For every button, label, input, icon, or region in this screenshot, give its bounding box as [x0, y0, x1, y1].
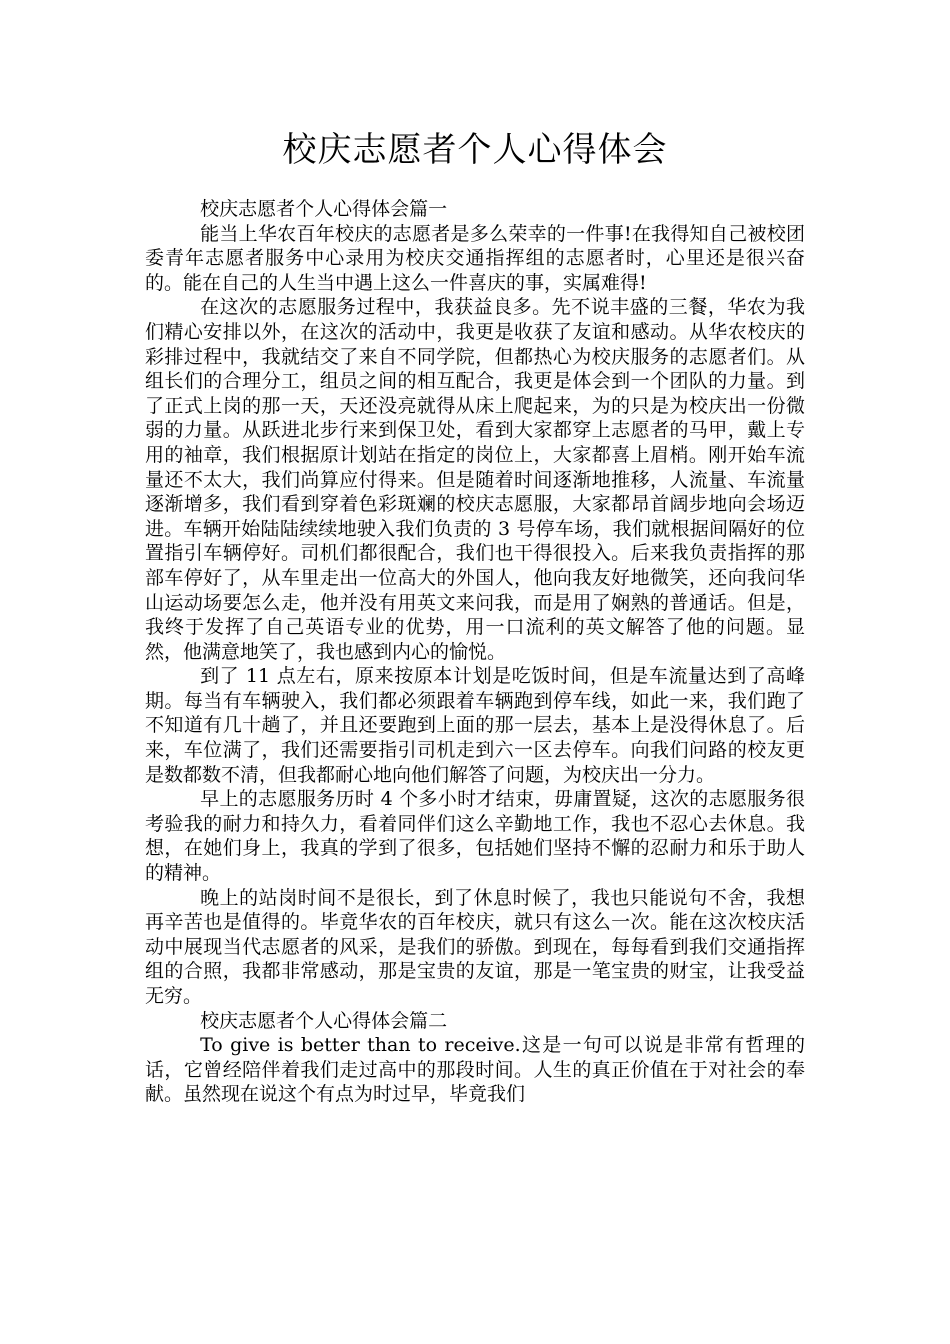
- body-paragraph: 早上的志愿服务历时 4 个多小时才结束，毋庸置疑，这次的志愿服务很考验我的耐力和持久力，看着同伴们这么辛勤地工作，我也不忍心去休息。我想，在她们身上，我真的学到了很多，包括她们坚持不懈的忍耐力和乐于助人的精神。: [145, 788, 805, 885]
- body-paragraph: 在这次的志愿服务过程中，我获益良多。先不说丰盛的三餐，华农为我们精心安排以外，在这次的活动中，我更是收获了友谊和感动。从华农校庆的彩排过程中，我就结交了来自不同学院，但都热心为校庆服务的志愿者们。从组长们的合理分工，组员之间的相互配合，我更是体会到一个团队的力量。到了正式上岗的那一天，天还没亮就得从床上爬起来，为的只是为校庆出一份微弱的力量。从跃进北步行来到保卫处，看到大家都穿上志愿者的马甲，戴上专用的袖章，我们根据原计划站在指定的岗位上，大家都喜上眉梢。刚开始车流量还不太大，我们尚算应付得来。但是随着时间逐渐地推移，人流量、车流量逐渐增多，我们看到穿着色彩斑斓的校庆志愿服，大家都昂首阔步地向会场迈进。车辆开始陆陆续续地驶入我们负责的 3 号停车场，我们就根据间隔好的位置指引车辆停好。司机们都很配合，我们也干得很投入。后来我负责指挥的那部车停好了，从车里走出一位高大的外国人，他向我友好地微笑，还向我问华山运动场要怎么走，他并没有用英文来问我，而是用了娴熟的普通话。但是，我终于发挥了自己英语专业的优势，用一口流利的英文解答了他的问题。显然，他满意地笑了，我也感到内心的愉悦。: [145, 296, 805, 663]
- document-body: [145, 197, 805, 1107]
- body-paragraph: 晚上的站岗时间不是很长，到了休息时候了，我也只能说句不舍，我想再辛苦也是值得的。毕竟华农的百年校庆，就只有这么一次。能在这次校庆活动中展现当代志愿者的风采，是我们的骄傲。到现在，每每看到我们交通指挥组的合照，我都非常感动，那是宝贵的友谊，那是一笔宝贵的财宝，让我受益无穷。: [145, 886, 805, 1007]
- body-paragraph: 能当上华农百年校庆的志愿者是多么荣幸的一件事!在我得知自己被校团委青年志愿者服务中心录用为校庆交通指挥组的志愿者时，心里还是很兴奋的。能在自己的人生当中遇上这么一件喜庆的事，实属难得!: [145, 222, 805, 294]
- document-title: 校庆志愿者个人心得体会: [282, 130, 668, 170]
- body-paragraph: 到了 11 点左右，原来按原本计划是吃饭时间，但是车流量达到了高峰期。每当有车辆驶入，我们都必须跟着车辆跑到停车线，如此一来，我们跑了不知道有几十趟了，并且还要跑到上面的那一层去，基本上是没得休息了。后来，车位满了，我们还需要指引司机走到六一区去停车。向我们问路的校友更是数都数不清，但我都耐心地向他们解答了问题，为校庆出一分力。: [145, 665, 805, 786]
- body-paragraph: To give is better than to receive.这是一句可以说是非常有哲理的话，它曾经陪伴着我们走过高中的那段时间。人生的真正价值在于对社会的奉献。虽然现在说这个有点为时过早，毕竟我们: [145, 1034, 805, 1106]
- section-heading-1: 校庆志愿者个人心得体会篇一: [200, 198, 448, 220]
- section-heading-2: 校庆志愿者个人心得体会篇二: [200, 1009, 448, 1032]
